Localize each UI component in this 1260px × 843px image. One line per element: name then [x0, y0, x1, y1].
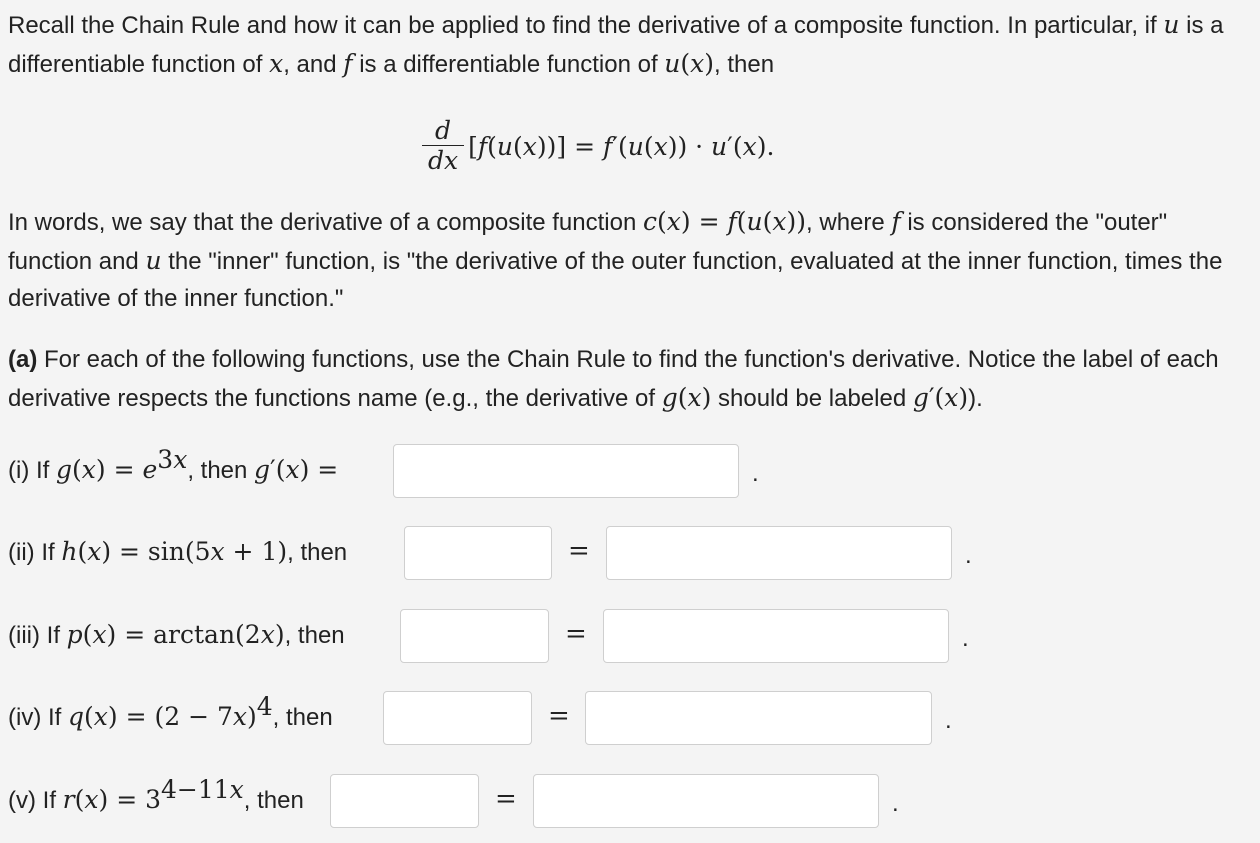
question-v: (v) If $r(x) = 3^{4-11x}$, then: [8, 775, 304, 814]
answer-iii-step-input[interactable]: [400, 609, 549, 663]
question-iii: (iii) If p(x) = arctan(2x), then: [8, 620, 345, 649]
chain-rule-formula: $\frac{d}{dx}$ [ f ( u ( x ))] = f ′( u ( x )) · u ′( x ).: [422, 106, 774, 186]
period: .: [752, 460, 759, 487]
period: .: [945, 707, 952, 734]
intro-paragraph: Recall the Chain Rule and how it can be applied to find the derivative of a composite function. In particular, if u is a differentiable function of x, and f is a differentiable function of u(x), then: [8, 10, 1224, 78]
answer-i-input[interactable]: [393, 444, 739, 498]
question-ii: (ii) If h(x) = sin(5x + 1), then: [8, 537, 348, 566]
answer-ii-final-input[interactable]: [606, 526, 952, 580]
answer-iv-step-input[interactable]: [383, 691, 532, 745]
period: .: [892, 790, 899, 817]
period: .: [962, 625, 969, 652]
question-i: (i) If $g(x) = e^{3x}$, then g′(x) =: [8, 445, 339, 484]
equals-sign: =: [548, 701, 570, 731]
period: .: [965, 542, 972, 569]
answer-iii-final-input[interactable]: [603, 609, 949, 663]
equals-sign: =: [568, 536, 590, 566]
answer-v-final-input[interactable]: [533, 774, 879, 828]
part-a-instructions: (a) For each of the following functions, use the Chain Rule to find the function's derivative. Notice the label of each derivative respects the functions name (e.g., the derivative of g(x) should be labeled g′(x)).: [8, 346, 1219, 412]
answer-iv-final-input[interactable]: [585, 691, 932, 745]
words-paragraph: In words, we say that the derivative of a composite function c(x) = f(u(x)), where f is considered the "outer" function and u the "inner" function, is "the derivative of the outer function, evaluated at the inner function, times the derivative of the inner function.": [8, 207, 1223, 312]
part-a-label: (a): [8, 346, 38, 373]
intro-text: Recall the Chain Rule and how it can be applied to find the derivative of a composite function. In particular, if: [8, 12, 1157, 39]
answer-v-step-input[interactable]: [330, 774, 479, 828]
equals-sign: =: [565, 619, 587, 649]
question-iv: (iv) If $q(x) = (2 - 7x)^4$, then: [8, 692, 333, 731]
answer-ii-step-input[interactable]: [404, 526, 552, 580]
equals-sign: =: [495, 784, 517, 814]
